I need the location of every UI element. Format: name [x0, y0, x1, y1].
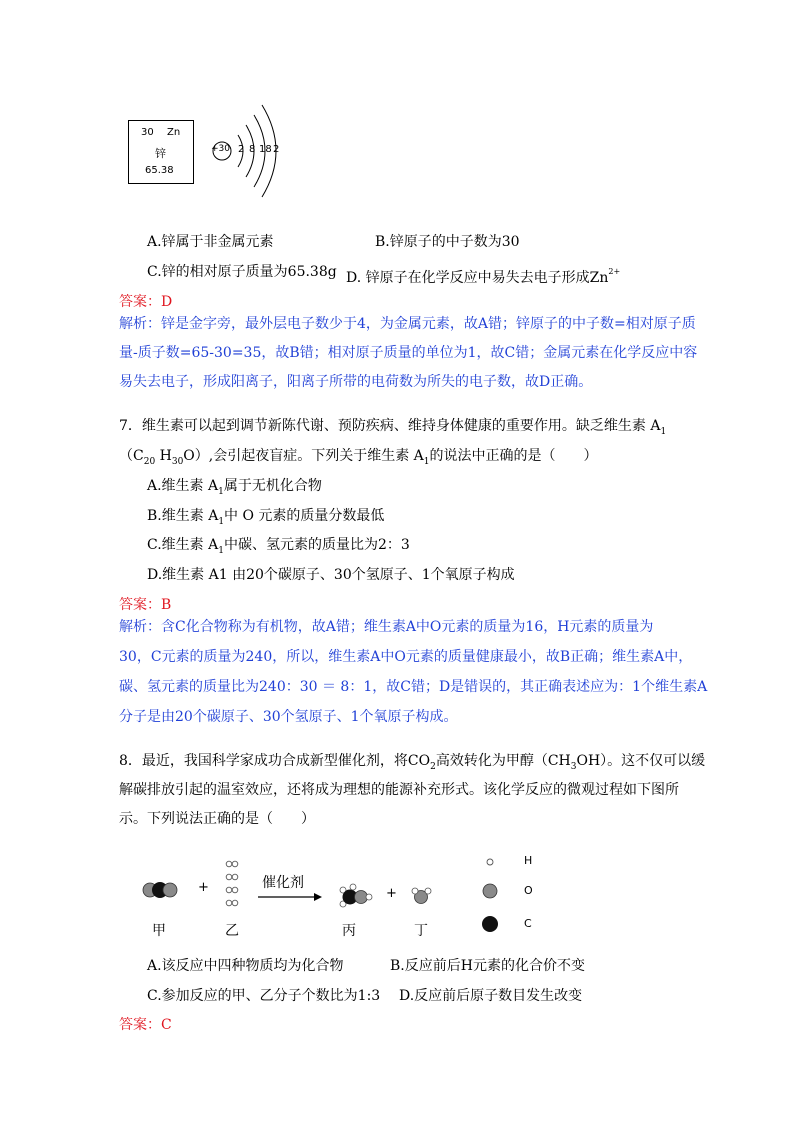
- nucleus-charge: +30: [211, 144, 230, 154]
- q7-stem-line-2: [119, 446, 598, 472]
- q7-analysis-line-3: 碳、氢元素的质量比为240：30 ＝ 8：1，故C错；D是错误的，其正确表述应为：1个维生素A: [119, 679, 708, 695]
- q6-option-c: C.锌的相对原子质量为65.38g: [147, 264, 337, 280]
- q8-option-b: B.反应前后H元素的化合价不变: [390, 958, 585, 974]
- shell-1-count: 2: [238, 144, 245, 155]
- q7-option-b: [147, 506, 384, 532]
- q8-stem-line-3: 示。下列说法正确的是（ ）: [119, 811, 315, 827]
- q7-stem-2-pre: （C: [119, 448, 144, 464]
- q8-option-a: A.该反应中四种物质均为化合物: [147, 958, 344, 974]
- q8-stem-line-1: [119, 751, 705, 777]
- legend-c-symbol: [482, 916, 498, 932]
- q8-stem-1-mid: 高效转化为甲醇（CH: [435, 753, 571, 769]
- legend-h-symbol: [487, 859, 493, 865]
- q7-stem-line-1: [119, 416, 666, 442]
- molecule-yi-h2: [226, 861, 238, 906]
- legend-h-label: H: [524, 854, 533, 867]
- q7-stem-1-text: 7．维生素可以起到调节新陈代谢、预防疾病、维持身体健康的重要作用。缺乏维生素 A: [119, 418, 661, 434]
- q7-analysis-line-1: 解析：含C化合物称为有机物，故A错；维生素A中O元素的质量为16，H元素的质量为: [119, 619, 654, 635]
- shell-3-count: 18: [259, 144, 272, 155]
- q7-stem-2-post: O）,会引起夜盲症。下列关于维生素 A: [183, 448, 424, 464]
- q7-stem-2-sub3: 1: [423, 456, 430, 467]
- q8-option-d: D.反应前后原子数目发生改变: [399, 988, 583, 1004]
- legend-o-label: O: [524, 884, 533, 897]
- arrow-head: [314, 893, 322, 901]
- q8-answer: 答案：C: [119, 1017, 172, 1033]
- label-ding: 丁: [414, 923, 428, 939]
- q7-option-a: [147, 476, 322, 502]
- reaction-diagram: [130, 846, 570, 946]
- q6-option-b: B.锌原子的中子数为30: [375, 234, 520, 250]
- q7-answer: 答案：B: [119, 597, 172, 613]
- zinc-name: 锌: [155, 147, 166, 160]
- catalyst-label: 催化剂: [262, 875, 304, 891]
- shell-2-count: 8: [249, 144, 256, 155]
- q7-option-c: [147, 535, 410, 561]
- q6-option-a: A.锌属于非金属元素: [147, 234, 274, 250]
- q6-option-d: [346, 262, 620, 288]
- molecule-jia-co2: [143, 883, 177, 898]
- q7-option-a-pre: A.维生素 A: [147, 478, 219, 494]
- q6-option-d-charge: 2+: [608, 267, 621, 276]
- q6-analysis-line-2: 量-质子数=65-30=35，故B错；相对原子质量的单位为1，故C错；金属元素在化学反应中容: [119, 345, 698, 361]
- q6-option-d-text: D. 锌原子在化学反应中易失去电子形成Zn: [346, 270, 609, 286]
- plus-sign-1: +: [198, 880, 209, 895]
- q7-option-d: D.维生素 A1 由20个碳原子、30个氢原子、1个氧原子构成: [147, 567, 515, 583]
- legend-c-label: C: [524, 917, 532, 930]
- q7-option-b-pre: B.维生素 A: [147, 508, 219, 524]
- q7-stem-2-sub1: 20: [143, 456, 156, 467]
- q7-option-b-post: 中 O 元素的质量分数最低: [224, 508, 385, 524]
- q8-stem-1-post: OH）。这不仅可以缓: [576, 753, 706, 769]
- zinc-mass: 65.38: [145, 165, 174, 176]
- zinc-atomic-number: 30: [141, 127, 154, 138]
- q7-option-a-sub: 1: [218, 486, 224, 497]
- q6-answer: 答案：D: [119, 294, 173, 310]
- zinc-atom-diagram: [208, 96, 298, 206]
- q8-stem-1-pre: 8．最近，我国科学家成功合成新型催化剂，将CO: [119, 753, 431, 769]
- q6-analysis-line-3: 易失去电子，形成阳离子，阳离子所带的电荷数为所失的电子数，故D正确。: [119, 374, 593, 390]
- q7-analysis-line-2: 30，C元素的质量为240，所以，维生素A中O元素的质量健康最小，故B正确；维生素A中，: [119, 649, 693, 665]
- q6-analysis-line-1: 解析：锌是金字旁，最外层电子数少于4，为金属元素，故A错；锌原子的中子数=相对原子质: [119, 316, 696, 332]
- label-yi: 乙: [225, 923, 239, 939]
- q8-stem-1-sub2: 3: [570, 761, 577, 772]
- q8-option-c: C.参加反应的甲、乙分子个数比为1:3: [147, 988, 381, 1004]
- q7-option-b-sub: 1: [218, 516, 225, 527]
- molecule-bing-methanol: [340, 884, 372, 907]
- q7-stem-2-end: 的说法中正确的是（ ）: [429, 448, 598, 464]
- q8-stem-1-sub: 2: [430, 761, 436, 772]
- plus-sign-2: +: [386, 886, 397, 901]
- q7-option-c-pre: C.维生素 A: [147, 537, 219, 553]
- q7-analysis-line-4: 分子是由20个碳原子、30个氢原子、1个氧原子构成。: [119, 709, 458, 725]
- q7-stem-1-sub: 1: [660, 426, 667, 437]
- label-bing: 丙: [342, 923, 356, 939]
- q7-stem-2-sub2: 30: [171, 456, 184, 467]
- zinc-symbol: Zn: [167, 127, 181, 138]
- q7-option-a-post: 属于无机化合物: [223, 478, 322, 494]
- q7-stem-2-mid: H: [155, 448, 172, 464]
- shell-4-count: 2: [273, 144, 280, 155]
- molecule-ding-water: [412, 888, 431, 904]
- q7-option-c-post: 中碳、氢元素的质量比为2：3: [223, 537, 410, 553]
- q7-option-c-sub: 1: [218, 545, 224, 556]
- label-jia: 甲: [152, 923, 166, 939]
- zinc-element-card: [128, 120, 194, 184]
- legend-o-symbol: [483, 884, 497, 898]
- q8-stem-line-2: 解碳排放引起的温室效应，还将成为理想的能源补充形式。该化学反应的微观过程如下图所: [119, 782, 679, 798]
